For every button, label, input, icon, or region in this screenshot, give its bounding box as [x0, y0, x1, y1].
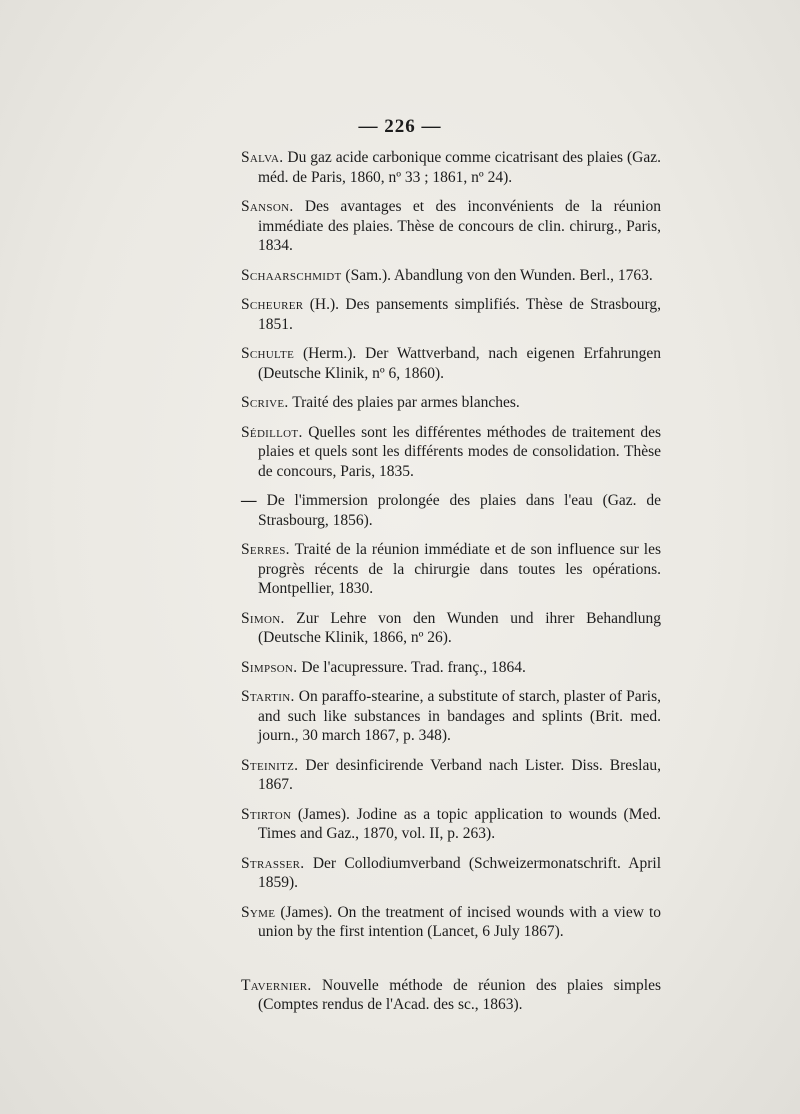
- bibliography-entry: [241, 393, 661, 413]
- bibliography-entry: [241, 903, 661, 942]
- bibliography-entry: [241, 491, 661, 530]
- entry-text: Der desinficirende Verband nach Lister. Diss. Breslau, 1867.: [258, 756, 661, 793]
- entry-text: De l'acupressure. Trad. franç., 1864.: [301, 658, 526, 676]
- entry-text: Zur Lehre von den Wunden und ihrer Behandlung (Deutsche Klinik, 1866, nº 26).: [258, 609, 662, 646]
- entry-text: (H.). Des pansements simplifiés. Thèse de Strasbourg, 1851.: [258, 296, 661, 333]
- bibliography-entry: [241, 756, 661, 795]
- entry-author: Steinitz.: [241, 756, 299, 774]
- entry-text: (James). Jodine as a topic application to wounds (Med. Times and Gaz., 1870, vol. II, p. 263).: [258, 805, 661, 842]
- entry-author: Schaarschmidt: [241, 266, 342, 284]
- entry-text: De l'immersion prolongée des plaies dans l'eau (Gaz. de Strasbourg, 1856).: [258, 492, 662, 529]
- page-number: — 226 —: [358, 116, 442, 137]
- entry-author: Schulte: [241, 345, 295, 362]
- entry-author: Tavernier.: [241, 976, 312, 994]
- entry-text: Nouvelle méthode de réunion des plaies simples (Comptes rendus de l'Acad. des sc., 1863).: [258, 976, 662, 1013]
- entry-text: Traité des plaies par armes blanches.: [292, 394, 520, 411]
- bibliography-entry: [241, 976, 661, 1015]
- bibliography-entry: [241, 344, 661, 383]
- entry-text: Quelles sont les différentes méthodes de traitement des plaies et quels sont les différents modes de consolidation. Thèse de concours, Paris, 1835.: [258, 423, 662, 480]
- entry-text: Der Collodiumverband (Schweizermonatschrift. April 1859).: [258, 854, 661, 891]
- bibliography-entry: [241, 658, 661, 678]
- bibliography-entry: [241, 540, 661, 599]
- entry-text: (Herm.). Der Wattverband, nach eigenen Erfahrungen (Deutsche Klinik, nº 6, 1860).: [258, 345, 662, 382]
- bibliography-list: [241, 148, 661, 1025]
- bibliography-entry: [241, 197, 661, 256]
- entry-text: On paraffo-stearine, a substitute of starch, plaster of Paris, and such like substances in bandages and splints (Brit. med. journ., 30 march 1867, p. 348).: [258, 688, 662, 744]
- bibliography-entry: [241, 423, 661, 482]
- bibliography-entry: [241, 687, 661, 746]
- entry-author: Simpson.: [241, 658, 298, 676]
- entry-author: Sanson.: [241, 198, 294, 215]
- entry-text: Traité de la réunion immédiate et de son influence sur les progrès récents de la chirurgie dans toutes les opérations. Montpellier, 1830.: [258, 541, 661, 597]
- entry-author: Salva.: [241, 149, 284, 166]
- entry-author: Scheurer: [241, 296, 304, 313]
- bibliography-entry: [241, 295, 661, 334]
- bibliography-entry: [241, 148, 661, 187]
- entry-text: (Sam.). Abandlung von den Wunden. Berl., 1763.: [345, 266, 653, 284]
- entry-text: (James). On the treatment of incised wounds with a view to union by the first intention (Lancet, 6 July 1867).: [258, 903, 662, 940]
- entry-author: Stirton: [241, 805, 292, 823]
- entry-author: Sédillot.: [241, 423, 303, 441]
- entry-text: Des avantages et des inconvénients de la réunion immédiate des plaies. Thèse de concours de clin. chirurg., Paris, 1834.: [258, 198, 661, 254]
- bibliography-entry: [241, 805, 661, 844]
- entry-author: Startin.: [241, 688, 295, 705]
- entry-author: Strasser.: [241, 854, 305, 872]
- entry-author: Simon.: [241, 609, 285, 627]
- bibliography-entry: [241, 609, 661, 648]
- bibliography-entry: [241, 854, 661, 893]
- bibliography-entry: [241, 266, 661, 286]
- entry-author: Syme: [241, 903, 276, 921]
- entry-text: Du gaz acide carbonique comme cicatrisant des plaies (Gaz. méd. de Paris, 1860, nº 33 ; 1861, nº 24).: [258, 149, 662, 186]
- entry-author: Serres.: [241, 541, 290, 558]
- entry-author-dash: —: [241, 492, 257, 509]
- entry-author: Scrive.: [241, 394, 289, 411]
